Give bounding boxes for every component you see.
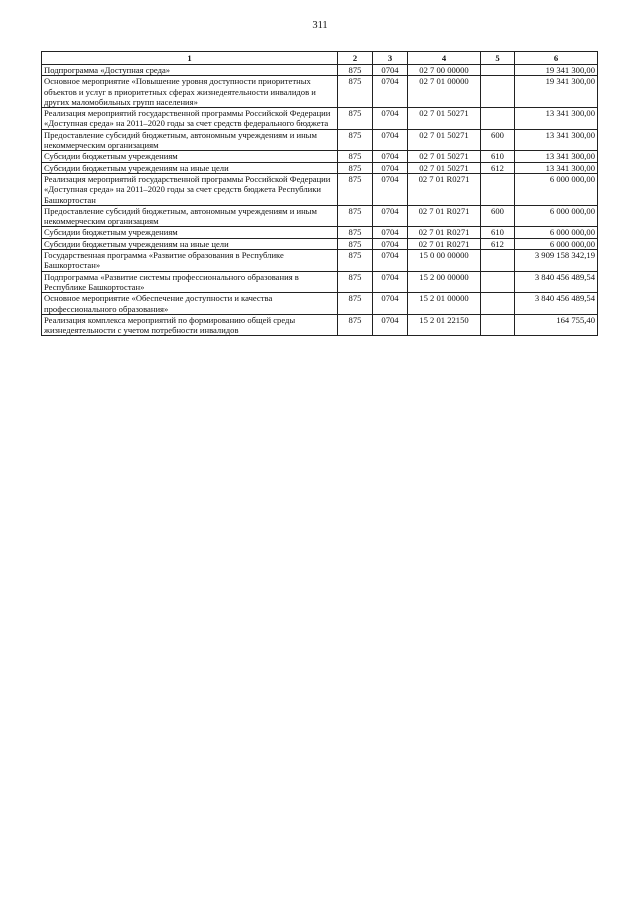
row-ministry-code: 875: [338, 205, 373, 227]
row-name: Предоставление субсидий бюджетным, автономным учреждениям и иным некоммерческим организациям: [42, 129, 338, 151]
row-amount: 13 341 300,00: [515, 108, 598, 130]
row-target-article: 15 0 00 00000: [408, 250, 481, 272]
row-name: Предоставление субсидий бюджетным, автономным учреждениям и иным некоммерческим организациям: [42, 205, 338, 227]
row-ministry-code: 875: [338, 173, 373, 205]
row-section-code: 0704: [373, 129, 408, 151]
row-target-article: 15 2 00 00000: [408, 271, 481, 293]
row-section-code: 0704: [373, 293, 408, 315]
row-target-article: 02 7 01 R0271: [408, 227, 481, 238]
row-section-code: 0704: [373, 205, 408, 227]
table-header-row: [42, 52, 598, 65]
row-name: Реализация комплекса мероприятий по формированию общей среды жизнедеятельности с учетом потребности инвалидов: [42, 314, 338, 336]
table-row: [42, 205, 598, 227]
row-name: Субсидии бюджетным учреждениям на иные цели: [42, 162, 338, 173]
row-ministry-code: 875: [338, 151, 373, 162]
row-amount: 3 840 456 489,54: [515, 293, 598, 315]
row-target-article: 02 7 01 R0271: [408, 205, 481, 227]
row-name: Реализация мероприятий государственной программы Российской Федерации «Доступная среда» на 2011–2020 годы за счет средств федерального бюджета: [42, 108, 338, 130]
row-section-code: 0704: [373, 76, 408, 108]
table-row: [42, 151, 598, 162]
row-expense-type: [481, 76, 515, 108]
table-row: [42, 129, 598, 151]
row-name: Субсидии бюджетным учреждениям: [42, 227, 338, 238]
row-amount: 6 000 000,00: [515, 227, 598, 238]
row-target-article: 02 7 01 00000: [408, 76, 481, 108]
table-row: [42, 108, 598, 130]
row-name: Государственная программа «Развитие образования в Республике Башкортостан»: [42, 250, 338, 272]
row-target-article: 15 2 01 22150: [408, 314, 481, 336]
table-row: [42, 250, 598, 272]
row-amount: 6 000 000,00: [515, 205, 598, 227]
header-col-6: 6: [515, 52, 598, 65]
row-amount: 6 000 000,00: [515, 173, 598, 205]
row-section-code: 0704: [373, 238, 408, 249]
row-target-article: 02 7 01 R0271: [408, 238, 481, 249]
row-expense-type: [481, 108, 515, 130]
row-name: Субсидии бюджетным учреждениям на иные цели: [42, 238, 338, 249]
row-expense-type: [481, 250, 515, 272]
row-target-article: 02 7 00 00000: [408, 65, 481, 76]
table-row: [42, 227, 598, 238]
row-target-article: 02 7 01 50271: [408, 151, 481, 162]
row-expense-type: [481, 65, 515, 76]
header-col-4: 4: [408, 52, 481, 65]
row-name: Основное мероприятие «Обеспечение доступности и качества профессионального образования»: [42, 293, 338, 315]
table-row: [42, 271, 598, 293]
page-number: 311: [312, 20, 328, 31]
row-name: Подпрограмма «Доступная среда»: [42, 65, 338, 76]
row-amount: 6 000 000,00: [515, 238, 598, 249]
row-section-code: 0704: [373, 314, 408, 336]
row-name: Подпрограмма «Развитие системы профессионального образования в Республике Башкортостан»: [42, 271, 338, 293]
row-section-code: 0704: [373, 250, 408, 272]
row-ministry-code: 875: [338, 238, 373, 249]
row-target-article: 02 7 01 50271: [408, 129, 481, 151]
row-amount: 3 909 158 342,19: [515, 250, 598, 272]
row-ministry-code: 875: [338, 293, 373, 315]
table-row: [42, 173, 598, 205]
row-expense-type: [481, 271, 515, 293]
row-target-article: 15 2 01 00000: [408, 293, 481, 315]
row-name: Основное мероприятие «Повышение уровня доступности приоритетных объектов и услуг в приоритетных сферах жизнедеятельности инвалидов и других маломобильных групп населения»: [42, 76, 338, 108]
row-section-code: 0704: [373, 108, 408, 130]
row-amount: 164 755,40: [515, 314, 598, 336]
row-amount: 3 840 456 489,54: [515, 271, 598, 293]
row-amount: 19 341 300,00: [515, 76, 598, 108]
row-ministry-code: 875: [338, 108, 373, 130]
row-amount: 13 341 300,00: [515, 162, 598, 173]
row-expense-type: 600: [481, 205, 515, 227]
row-amount: 13 341 300,00: [515, 129, 598, 151]
row-section-code: 0704: [373, 162, 408, 173]
row-target-article: 02 7 01 50271: [408, 108, 481, 130]
row-section-code: 0704: [373, 151, 408, 162]
row-ministry-code: 875: [338, 250, 373, 272]
row-ministry-code: 875: [338, 162, 373, 173]
row-ministry-code: 875: [338, 314, 373, 336]
row-target-article: 02 7 01 R0271: [408, 173, 481, 205]
row-amount: 19 341 300,00: [515, 65, 598, 76]
table-row: [42, 162, 598, 173]
table-row: [42, 65, 598, 76]
row-expense-type: 610: [481, 151, 515, 162]
row-amount: 13 341 300,00: [515, 151, 598, 162]
row-expense-type: 612: [481, 238, 515, 249]
row-expense-type: [481, 173, 515, 205]
row-target-article: 02 7 01 50271: [408, 162, 481, 173]
row-section-code: 0704: [373, 227, 408, 238]
row-expense-type: [481, 314, 515, 336]
header-col-1: 1: [42, 52, 338, 65]
row-expense-type: 612: [481, 162, 515, 173]
budget-table: [41, 51, 598, 336]
row-ministry-code: 875: [338, 65, 373, 76]
row-name: Реализация мероприятий государственной программы Российской Федерации «Доступная среда» на 2011–2020 годы за счет средств бюджета Республики Башкортостан: [42, 173, 338, 205]
table-row: [42, 76, 598, 108]
row-ministry-code: 875: [338, 227, 373, 238]
header-col-5: 5: [481, 52, 515, 65]
row-ministry-code: 875: [338, 271, 373, 293]
row-section-code: 0704: [373, 65, 408, 76]
row-expense-type: 600: [481, 129, 515, 151]
table-row: [42, 238, 598, 249]
row-section-code: 0704: [373, 173, 408, 205]
header-col-2: 2: [338, 52, 373, 65]
header-col-3: 3: [373, 52, 408, 65]
row-section-code: 0704: [373, 271, 408, 293]
table-row: [42, 314, 598, 336]
row-ministry-code: 875: [338, 76, 373, 108]
row-expense-type: 610: [481, 227, 515, 238]
row-name: Субсидии бюджетным учреждениям: [42, 151, 338, 162]
table-row: [42, 293, 598, 315]
row-expense-type: [481, 293, 515, 315]
row-ministry-code: 875: [338, 129, 373, 151]
